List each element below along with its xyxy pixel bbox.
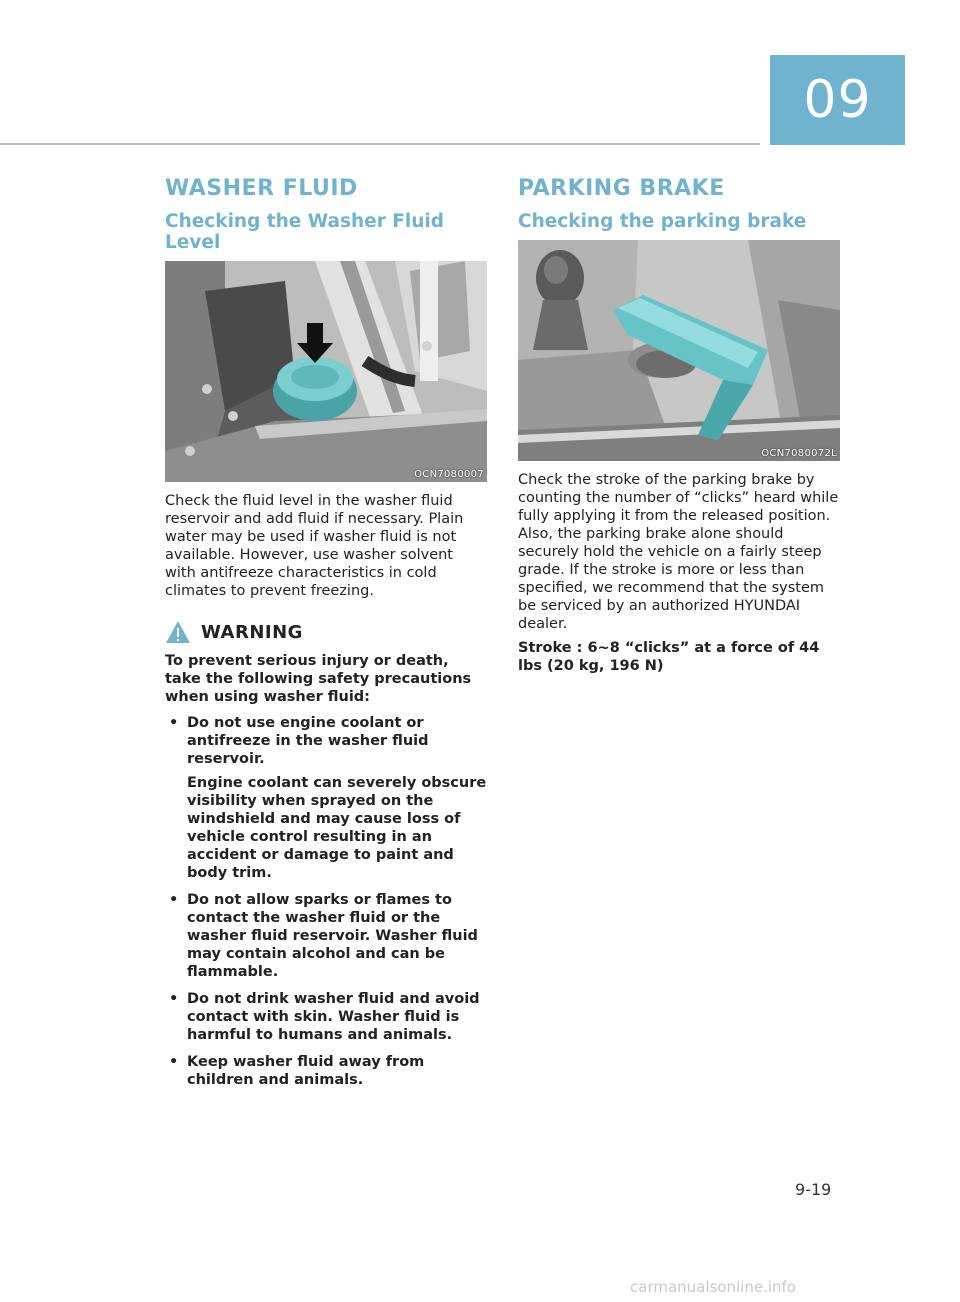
bullet-icon: • <box>169 892 179 908</box>
warning-item-text: Do not drink washer fluid and avoid contact with skin. Washer fluid is harmful to humans and animals. <box>187 991 480 1043</box>
bullet-icon: • <box>169 715 179 731</box>
warning-item-text: Do not allow sparks or flames to contact the washer fluid or the washer fluid reservoir. Washer fluid may contain alcohol and can be flammable. <box>187 892 478 980</box>
subtitle-checking-washer-fluid: Checking the Washer Fluid Level <box>165 211 445 253</box>
list-item <box>165 990 487 1044</box>
figure-code: OCN7080072L <box>761 448 837 459</box>
warning-item-text: Keep washer fluid away from children and animals. <box>187 1054 425 1088</box>
section-title-washer-fluid: WASHER FLUID <box>165 176 358 201</box>
washer-fluid-illustration <box>165 261 487 482</box>
list-item <box>165 891 487 981</box>
warning-list <box>165 714 487 1089</box>
chapter-number: 09 <box>803 70 872 130</box>
warning-triangle-icon <box>165 620 191 644</box>
section-title-parking-brake: PARKING BRAKE <box>518 176 725 201</box>
stroke-spec: Stroke : 6~8 “clicks” at a force of 44 lbs (20 kg, 196 N) <box>518 640 820 674</box>
warning-label: WARNING <box>201 621 303 643</box>
subtitle-checking-parking-brake: Checking the parking brake <box>518 211 807 232</box>
bullet-icon: • <box>169 1054 179 1070</box>
bullet-icon: • <box>169 991 179 1007</box>
warning-intro: To prevent serious injury or death, take the following safety precautions when using washer fluid: <box>165 653 472 705</box>
parking-brake-figure <box>518 240 840 461</box>
washer-fluid-figure <box>165 261 487 482</box>
left-column <box>165 170 487 1098</box>
warning-header <box>165 620 487 644</box>
parking-brake-body: Check the stroke of the parking brake by counting the number of “clicks” heard while fully applying it from the released position. Also, the parking brake alone should securely hold the vehicle on a fairly steep grade. If the stroke is more or less than specified, we recommend that the system be serviced by an authorized HYUNDAI dealer. <box>518 472 839 632</box>
watermark: carmanualsonline.info <box>630 1278 796 1296</box>
list-item <box>165 1053 487 1089</box>
figure-code: OCN7080007 <box>414 469 484 480</box>
parking-brake-illustration <box>518 240 840 461</box>
warning-item-text: Do not use engine coolant or antifreeze in the washer fluid reservoir. <box>187 715 429 767</box>
list-item <box>165 714 487 882</box>
right-column <box>518 170 840 690</box>
washer-fluid-body: Check the fluid level in the washer fluid reservoir and add fluid if necessary. Plain water may be used if washer fluid is not available. However, use washer solvent with antifreeze characteristics in cold climates to prevent freezing. <box>165 493 464 599</box>
page-number: 9-19 <box>795 1180 832 1199</box>
header-rule <box>0 143 760 145</box>
chapter-tab <box>770 55 905 145</box>
warning-item-extra: Engine coolant can severely obscure visibility when sprayed on the windshield and may cause loss of vehicle control resulting in an accident or damage to paint and body trim. <box>187 775 487 881</box>
